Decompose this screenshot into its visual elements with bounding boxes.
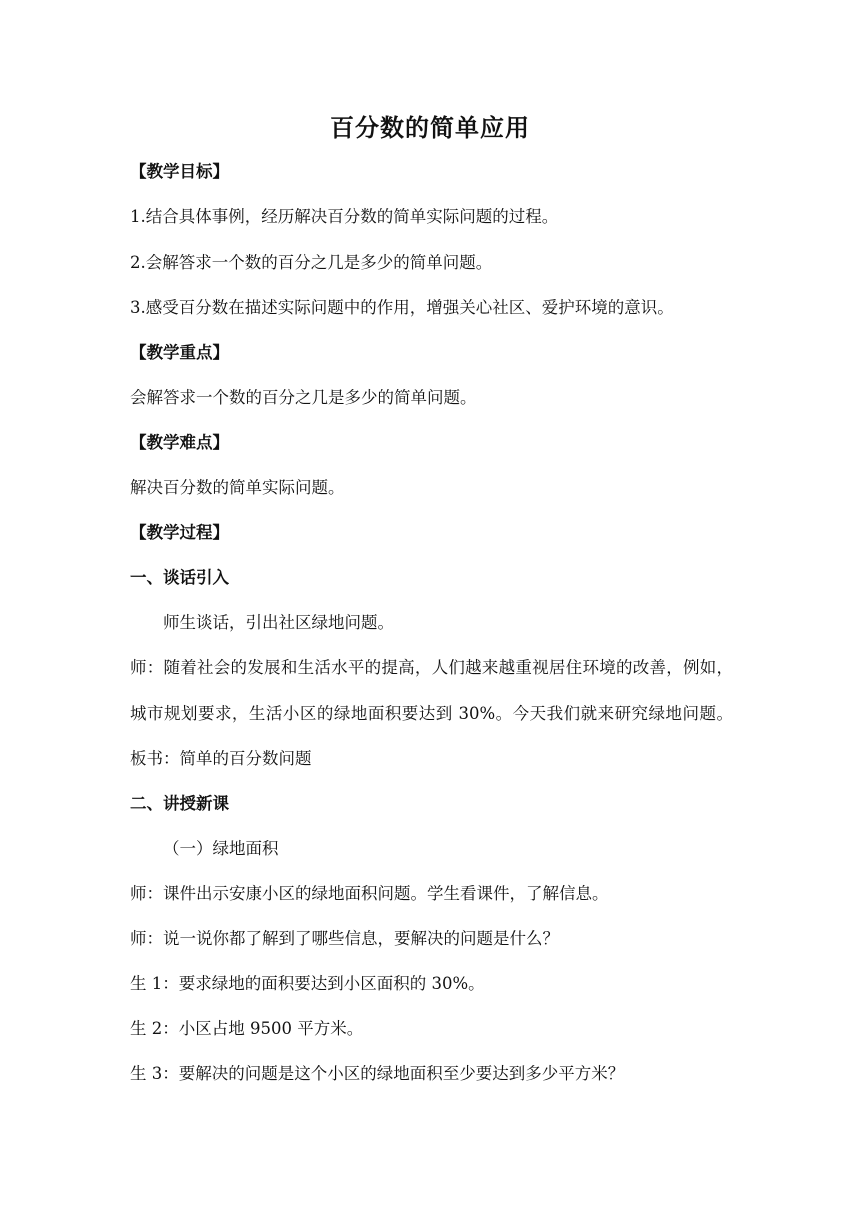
subsection-heading-new-lesson: 二、讲授新课 [130, 794, 229, 813]
teacher-line-2: 师：课件出示安康小区的绿地面积问题。学生看课件，了解信息。 [130, 884, 609, 903]
intro-text: 师生谈话，引出社区绿地问题。 [163, 613, 394, 632]
objective-item-1: 1.结合具体事例，经历解决百分数的简单实际问题的过程。 [130, 207, 559, 226]
blackboard-text: 板书：简单的百分数问题 [130, 749, 312, 768]
subsection-heading-intro: 一、谈话引入 [130, 568, 229, 587]
student-line-2: 生 2：小区占地 9500 平方米。 [130, 1019, 364, 1038]
section-heading-key-points: 【教学重点】 [130, 343, 229, 362]
section-heading-difficulties: 【教学难点】 [130, 433, 229, 452]
section-heading-process: 【教学过程】 [130, 523, 229, 542]
section-heading-objectives: 【教学目标】 [130, 162, 229, 181]
teacher-line-1a: 师：随着社会的发展和生活水平的提高，人们越来越重视居住环境的改善，例如， [130, 658, 733, 677]
difficulty-text: 解决百分数的简单实际问题。 [130, 478, 345, 497]
student-line-3: 生 3：要解决的问题是这个小区的绿地面积至少要达到多少平方米？ [130, 1064, 625, 1083]
teacher-line-1b: 城市规划要求，生活小区的绿地面积要达到 30%。今天我们就来研究绿地问题。 [130, 704, 733, 723]
part-heading-green-area: （一）绿地面积 [163, 839, 279, 858]
objective-item-2: 2.会解答求一个数的百分之几是多少的简单问题。 [130, 253, 493, 272]
student-line-1: 生 1：要求绿地的面积要达到小区面积的 30%。 [130, 974, 485, 993]
key-point-text: 会解答求一个数的百分之几是多少的简单问题。 [130, 388, 477, 407]
objective-item-3: 3.感受百分数在描述实际问题中的作用，增强关心社区、爱护环境的意识。 [130, 298, 674, 317]
teacher-line-3: 师：说一说你都了解到了哪些信息，要解决的问题是什么？ [130, 929, 559, 948]
page-title: 百分数的简单应用 [330, 113, 530, 142]
